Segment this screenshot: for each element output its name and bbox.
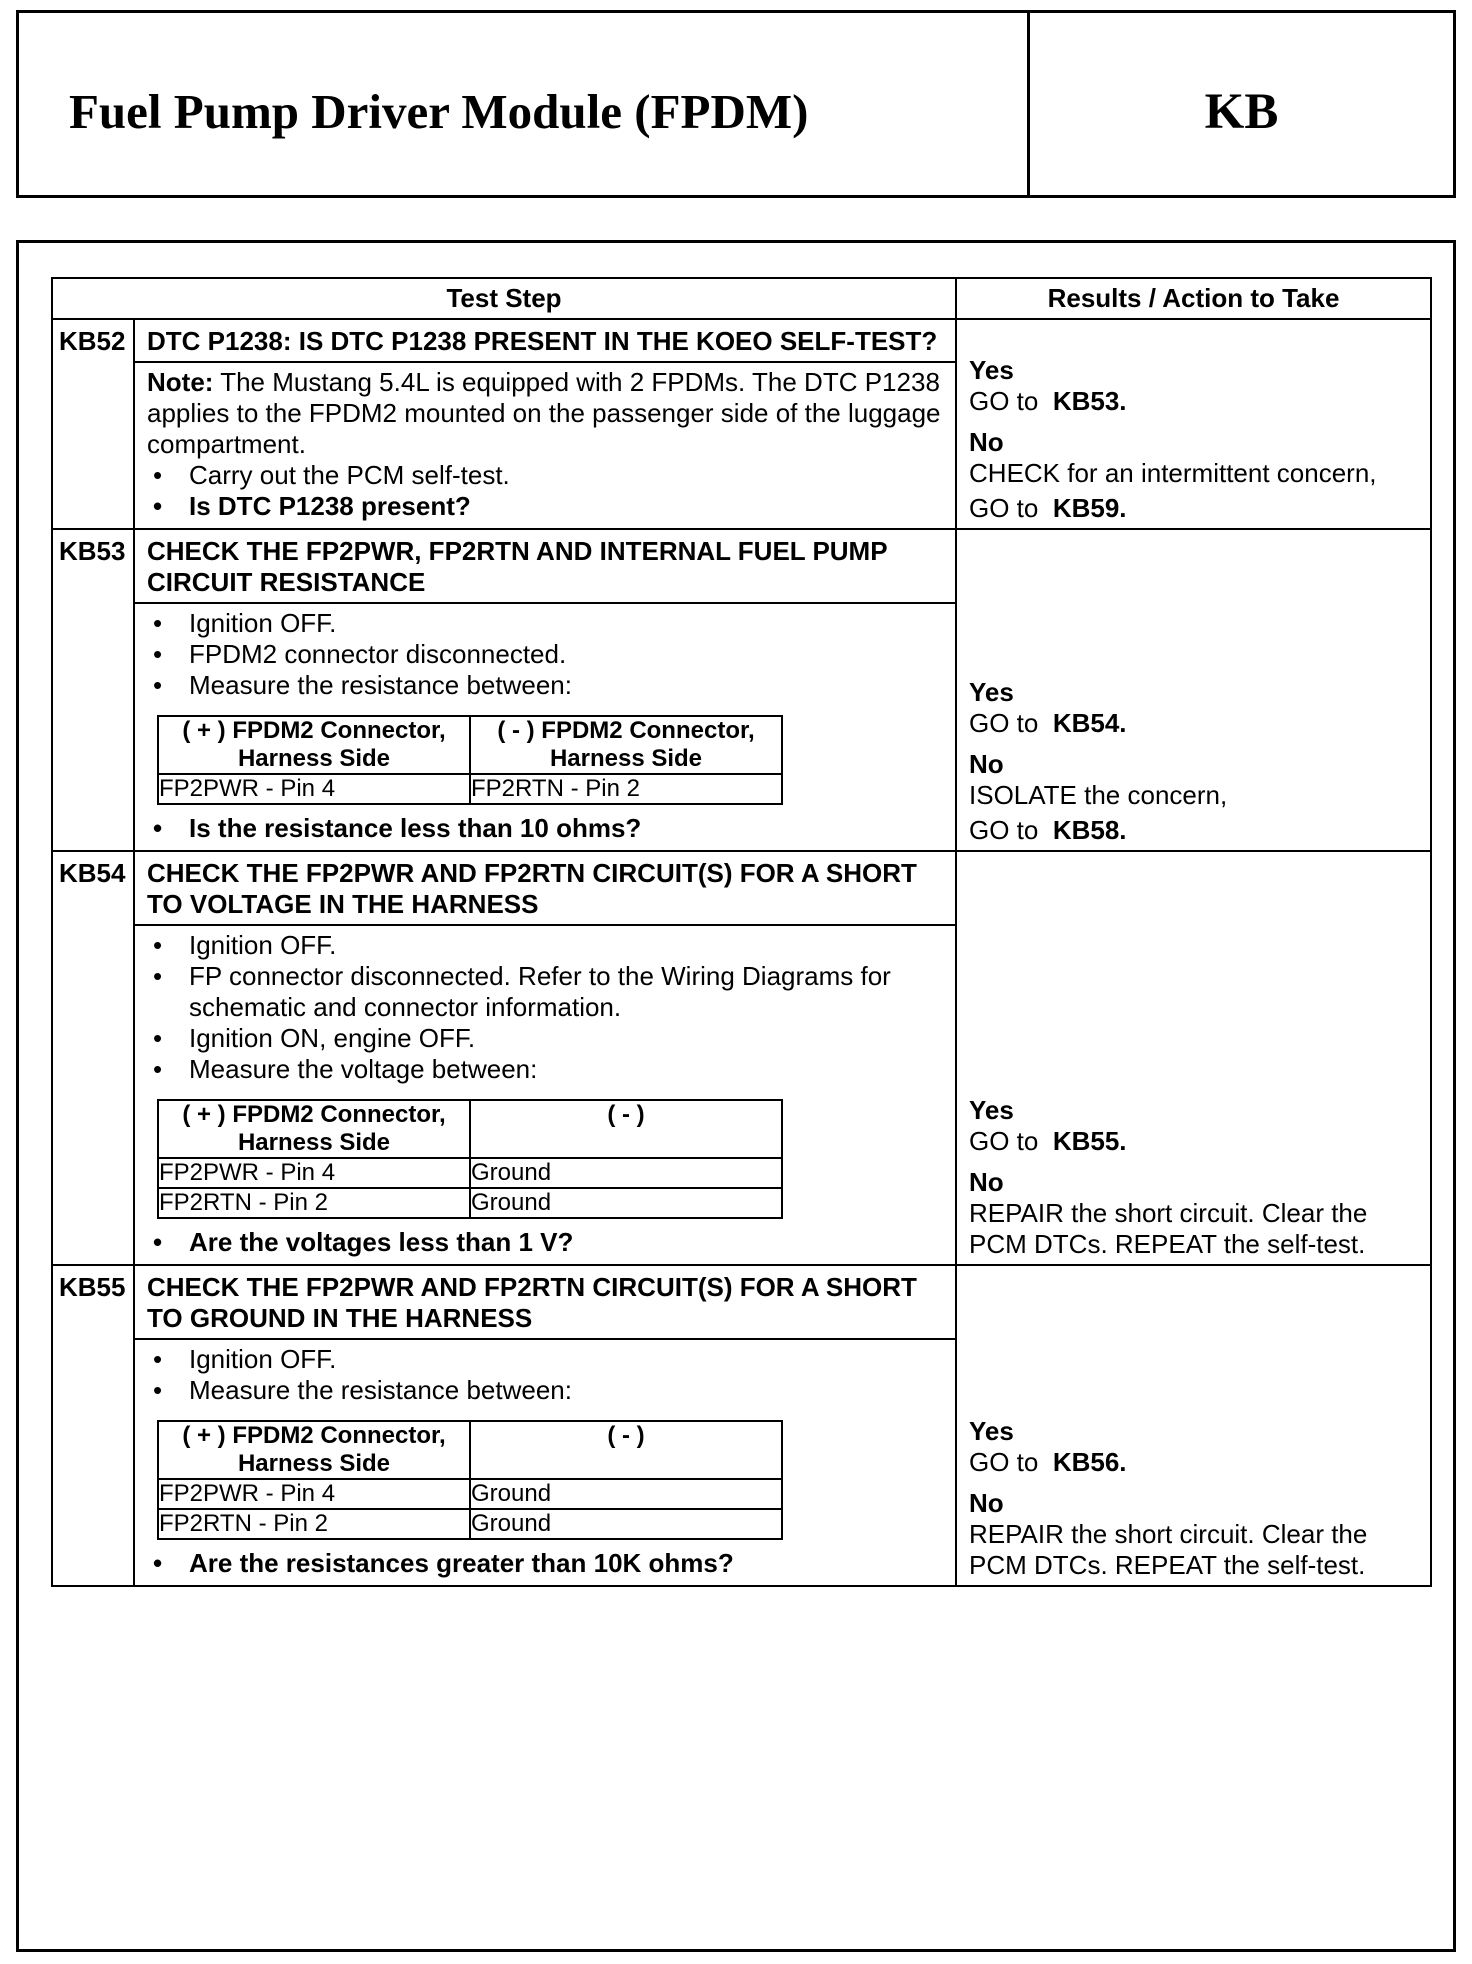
bullet-item: • Ignition OFF. bbox=[147, 930, 947, 961]
meas-cell: Ground bbox=[470, 1479, 782, 1509]
meas-head-positive: ( + ) FPDM2 Connector, Harness Side bbox=[158, 716, 470, 774]
no-action bbox=[969, 815, 1422, 846]
no-go: GO to bbox=[969, 815, 1039, 845]
table-header-row bbox=[52, 278, 1431, 319]
no-text: CHECK for an intermittent concern, bbox=[969, 458, 1377, 488]
bullet-item: • Measure the resistance between: bbox=[147, 670, 947, 701]
step-question-list bbox=[147, 1227, 947, 1258]
yes-target-link[interactable]: KB53. bbox=[1052, 386, 1127, 416]
yes-action bbox=[969, 386, 1422, 417]
meas-head-negative: ( - ) bbox=[470, 1100, 782, 1158]
step-title: CHECK THE FP2PWR, FP2RTN AND INTERNAL FUEL PUMP CIRCUIT RESISTANCE bbox=[134, 529, 956, 603]
meas-head-negative: ( - ) bbox=[470, 1421, 782, 1479]
step-bullets bbox=[147, 930, 947, 1085]
step-bullets bbox=[147, 608, 947, 701]
no-go: GO to bbox=[969, 493, 1039, 523]
step-title: DTC P1238: IS DTC P1238 PRESENT IN THE KOEO SELF-TEST? bbox=[134, 319, 956, 362]
meas-row bbox=[158, 1188, 782, 1218]
test-step-header: Test Step bbox=[52, 278, 956, 319]
meas-row bbox=[158, 1509, 782, 1539]
step-body bbox=[134, 362, 956, 529]
yes-action bbox=[969, 1447, 1422, 1478]
measurement-table bbox=[157, 1099, 783, 1219]
yes-label: Yes bbox=[969, 1095, 1014, 1125]
no-action bbox=[969, 493, 1422, 524]
meas-cell: FP2PWR - Pin 4 bbox=[158, 1158, 470, 1188]
step-id: KB55 bbox=[52, 1265, 134, 1586]
meas-cell: Ground bbox=[470, 1158, 782, 1188]
yes-text: GO to bbox=[969, 1447, 1039, 1477]
step-bullets bbox=[147, 1344, 947, 1406]
meas-cell: FP2PWR - Pin 4 bbox=[158, 1479, 470, 1509]
step-title: CHECK THE FP2PWR AND FP2RTN CIRCUIT(S) FOR A SHORT TO GROUND IN THE HARNESS bbox=[134, 1265, 956, 1339]
no-label: No bbox=[969, 427, 1004, 457]
no-text: REPAIR the short circuit. Clear the PCM DTCs. REPEAT the self-test. bbox=[969, 1519, 1368, 1580]
bullet-item: • Carry out the PCM self-test. bbox=[147, 460, 947, 491]
step-question: • Are the resistances greater than 10K ohms? bbox=[147, 1548, 947, 1579]
no-label: No bbox=[969, 1488, 1004, 1518]
yes-text: GO to bbox=[969, 1126, 1039, 1156]
step-result bbox=[956, 529, 1431, 851]
note-label: Note: bbox=[147, 367, 214, 397]
step-result bbox=[956, 1265, 1431, 1586]
yes-target-link[interactable]: KB55. bbox=[1052, 1126, 1127, 1156]
procedure-table bbox=[51, 277, 1432, 1587]
table-row bbox=[52, 319, 1431, 362]
measurement-table bbox=[157, 715, 783, 805]
meas-head-positive: ( + ) FPDM2 Connector, Harness Side bbox=[158, 1421, 470, 1479]
step-kb53 bbox=[52, 529, 1431, 851]
yes-target-link[interactable]: KB56. bbox=[1052, 1447, 1127, 1477]
step-question-list bbox=[147, 813, 947, 844]
step-question: • Are the voltages less than 1 V? bbox=[147, 1227, 947, 1258]
yes-label: Yes bbox=[969, 355, 1014, 385]
step-result bbox=[956, 319, 1431, 529]
step-bullets bbox=[147, 460, 947, 522]
step-kb55 bbox=[52, 1265, 1431, 1586]
bullet-item: • Measure the resistance between: bbox=[147, 1375, 947, 1406]
yes-action bbox=[969, 708, 1422, 739]
meas-row bbox=[158, 774, 782, 804]
yes-label: Yes bbox=[969, 1416, 1014, 1446]
meas-cell: Ground bbox=[470, 1188, 782, 1218]
no-label: No bbox=[969, 749, 1004, 779]
step-body bbox=[134, 1339, 956, 1586]
step-body bbox=[134, 925, 956, 1265]
no-target-link[interactable]: KB58. bbox=[1052, 815, 1127, 845]
yes-text: GO to bbox=[969, 708, 1039, 738]
bullet-item: • FP connector disconnected. Refer to the Wiring Diagrams for schematic and connector information. bbox=[147, 961, 947, 1023]
yes-target-link[interactable]: KB54. bbox=[1052, 708, 1127, 738]
step-question: • Is the resistance less than 10 ohms? bbox=[147, 813, 947, 844]
meas-cell: FP2RTN - Pin 2 bbox=[158, 1509, 470, 1539]
bullet-item: • Ignition ON, engine OFF. bbox=[147, 1023, 947, 1054]
note-text: The Mustang 5.4L is equipped with 2 FPDMs. The DTC P1238 applies to the FPDM2 mounted on the passenger side of the luggage compartment. bbox=[147, 367, 941, 459]
header-box bbox=[16, 10, 1456, 198]
step-id: KB54 bbox=[52, 851, 134, 1265]
meas-cell: FP2PWR - Pin 4 bbox=[158, 774, 470, 804]
measurement-table bbox=[157, 1420, 783, 1540]
note bbox=[147, 367, 947, 460]
step-kb52 bbox=[52, 319, 1431, 529]
step-title: CHECK THE FP2PWR AND FP2RTN CIRCUIT(S) FOR A SHORT TO VOLTAGE IN THE HARNESS bbox=[134, 851, 956, 925]
meas-cell: Ground bbox=[470, 1509, 782, 1539]
section-code: KB bbox=[1204, 84, 1279, 140]
table-row bbox=[52, 851, 1431, 925]
no-target-link[interactable]: KB59. bbox=[1052, 493, 1127, 523]
no-text: ISOLATE the concern, bbox=[969, 780, 1228, 810]
step-body bbox=[134, 603, 956, 851]
meas-cell: FP2RTN - Pin 2 bbox=[470, 774, 782, 804]
meas-head-positive: ( + ) FPDM2 Connector, Harness Side bbox=[158, 1100, 470, 1158]
bullet-item: • Measure the voltage between: bbox=[147, 1054, 947, 1085]
bullet-item: • Ignition OFF. bbox=[147, 608, 947, 639]
step-question-list bbox=[147, 1548, 947, 1579]
yes-label: Yes bbox=[969, 677, 1014, 707]
no-label: No bbox=[969, 1167, 1004, 1197]
bullet-item: • Ignition OFF. bbox=[147, 1344, 947, 1375]
yes-action bbox=[969, 1126, 1422, 1157]
no-text: REPAIR the short circuit. Clear the PCM DTCs. REPEAT the self-test. bbox=[969, 1198, 1368, 1259]
step-result bbox=[956, 851, 1431, 1265]
meas-cell: FP2RTN - Pin 2 bbox=[158, 1188, 470, 1218]
meas-head-negative: ( - ) FPDM2 Connector, Harness Side bbox=[470, 716, 782, 774]
step-id: KB52 bbox=[52, 319, 134, 529]
bullet-item: • FPDM2 connector disconnected. bbox=[147, 639, 947, 670]
yes-text: GO to bbox=[969, 386, 1039, 416]
table-row bbox=[52, 1265, 1431, 1339]
meas-row bbox=[158, 1158, 782, 1188]
table-row bbox=[52, 529, 1431, 603]
results-header: Results / Action to Take bbox=[956, 278, 1431, 319]
page-title: Fuel Pump Driver Module (FPDM) bbox=[69, 84, 809, 139]
step-id: KB53 bbox=[52, 529, 134, 851]
meas-row bbox=[158, 1479, 782, 1509]
step-question: • Is DTC P1238 present? bbox=[147, 491, 947, 522]
step-kb54 bbox=[52, 851, 1431, 1265]
